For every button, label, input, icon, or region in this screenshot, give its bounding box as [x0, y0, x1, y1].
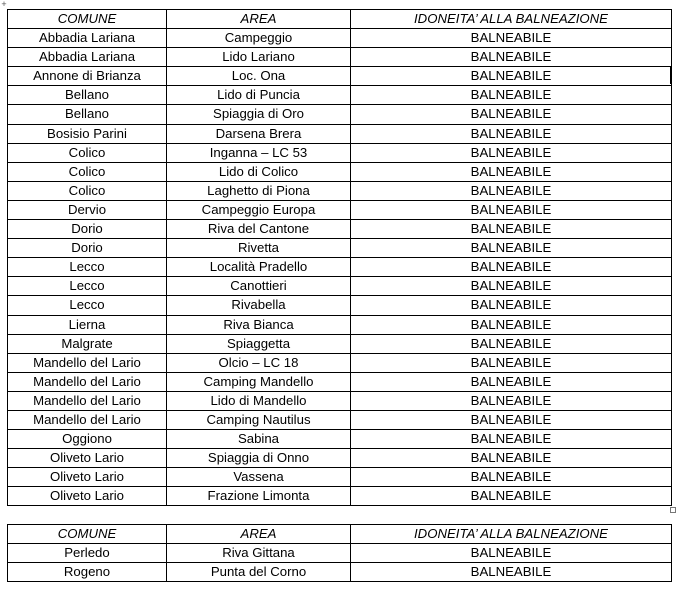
cell-comune: Mandello del Lario [8, 410, 167, 429]
cell-area: Rivetta [167, 239, 351, 258]
cell-idoneita: BALNEABILE [351, 220, 672, 239]
cell-comune: Oliveto Lario [8, 449, 167, 468]
cell-area: Punta del Corno [167, 563, 351, 582]
cell-idoneita: BALNEABILE [351, 391, 672, 410]
table-row [8, 162, 672, 181]
cell-comune: Abbadia Lariana [8, 29, 167, 48]
cell-area: Lido di Colico [167, 162, 351, 181]
cell-area: Sabina [167, 430, 351, 449]
cell-area: Rivabella [167, 296, 351, 315]
cell-idoneita: BALNEABILE [351, 468, 672, 487]
table-row [8, 296, 672, 315]
cell-area: Camping Nautilus [167, 410, 351, 429]
table-row [8, 372, 672, 391]
header-comune: COMUNE [8, 10, 167, 29]
cell-comune: Perledo [8, 544, 167, 563]
cell-area: Lido di Mandello [167, 391, 351, 410]
table-resize-handle[interactable] [670, 507, 676, 513]
cell-comune: Mandello del Lario [8, 372, 167, 391]
cell-idoneita: BALNEABILE [351, 372, 672, 391]
cell-area: Camping Mandello [167, 372, 351, 391]
table-body [8, 544, 672, 582]
cell-area: Riva del Cantone [167, 220, 351, 239]
cell-idoneita: BALNEABILE [351, 105, 672, 124]
cell-comune: Bellano [8, 86, 167, 105]
header-area: AREA [167, 10, 351, 29]
table-row [8, 29, 672, 48]
cell-idoneita: BALNEABILE [351, 315, 672, 334]
cell-idoneita: BALNEABILE [351, 487, 672, 506]
table-header-row [8, 525, 672, 544]
cell-idoneita: BALNEABILE [351, 239, 672, 258]
header-comune: COMUNE [8, 525, 167, 544]
cell-idoneita: BALNEABILE [351, 124, 672, 143]
table-row [8, 105, 672, 124]
cell-idoneita: BALNEABILE [351, 258, 672, 277]
cell-comune: Annone di Brianza [8, 67, 167, 86]
cell-idoneita: BALNEABILE [351, 449, 672, 468]
cell-area: Inganna – LC 53 [167, 143, 351, 162]
cell-area: Spiaggia di Onno [167, 449, 351, 468]
cell-comune: Dorio [8, 220, 167, 239]
table-row [8, 430, 672, 449]
cell-area: Lido di Puncia [167, 86, 351, 105]
cell-idoneita: BALNEABILE [351, 296, 672, 315]
cell-idoneita: BALNEABILE [351, 410, 672, 429]
table-row [8, 239, 672, 258]
cell-comune: Mandello del Lario [8, 353, 167, 372]
cell-comune: Abbadia Lariana [8, 48, 167, 67]
cell-area: Canottieri [167, 277, 351, 296]
table-row [8, 544, 672, 563]
table-row [8, 258, 672, 277]
table-row [8, 277, 672, 296]
cell-comune: Bosisio Parini [8, 124, 167, 143]
cell-comune: Mandello del Lario [8, 391, 167, 410]
cell-idoneita: BALNEABILE [351, 143, 672, 162]
table-row [8, 200, 672, 219]
cell-area: Spiaggia di Oro [167, 105, 351, 124]
cell-idoneita: BALNEABILE [351, 334, 672, 353]
cell-comune: Colico [8, 181, 167, 200]
table-row [8, 86, 672, 105]
cell-idoneita: BALNEABILE [351, 86, 672, 105]
table-row [8, 143, 672, 162]
cell-idoneita: BALNEABILE [351, 162, 672, 181]
table-row [8, 334, 672, 353]
cell-area: Loc. Ona [167, 67, 351, 86]
table-row [8, 181, 672, 200]
cell-idoneita: BALNEABILE [351, 430, 672, 449]
table-row [8, 67, 672, 86]
row-boundary-marker [670, 66, 671, 84]
table-row [8, 391, 672, 410]
cell-comune: Lecco [8, 296, 167, 315]
cell-comune: Oliveto Lario [8, 487, 167, 506]
cell-area: Località Pradello [167, 258, 351, 277]
bathing-areas-table [7, 9, 672, 506]
cell-comune: Lecco [8, 277, 167, 296]
cell-comune: Lierna [8, 315, 167, 334]
cell-area: Lido Lariano [167, 48, 351, 67]
bathing-areas-table-continued [7, 524, 672, 582]
cell-area: Laghetto di Piona [167, 181, 351, 200]
cell-area: Spiaggetta [167, 334, 351, 353]
cell-area: Frazione Limonta [167, 487, 351, 506]
cell-area: Campeggio Europa [167, 200, 351, 219]
header-idoneita: IDONEITA’ ALLA BALNEAZIONE [351, 10, 672, 29]
cell-idoneita: BALNEABILE [351, 353, 672, 372]
cell-comune: Colico [8, 143, 167, 162]
cell-comune: Oliveto Lario [8, 468, 167, 487]
table-row [8, 220, 672, 239]
cell-comune: Rogeno [8, 563, 167, 582]
table-row [8, 124, 672, 143]
cell-comune: Bellano [8, 105, 167, 124]
table-row [8, 468, 672, 487]
cell-area: Campeggio [167, 29, 351, 48]
cell-area: Vassena [167, 468, 351, 487]
cell-idoneita: BALNEABILE [351, 29, 672, 48]
cell-comune: Dorio [8, 239, 167, 258]
table-row [8, 487, 672, 506]
header-area: AREA [167, 525, 351, 544]
table-row [8, 563, 672, 582]
cell-comune: Oggiono [8, 430, 167, 449]
table-row [8, 449, 672, 468]
cell-idoneita: BALNEABILE [351, 563, 672, 582]
cell-area: Darsena Brera [167, 124, 351, 143]
cell-idoneita: BALNEABILE [351, 48, 672, 67]
cell-comune: Dervio [8, 200, 167, 219]
table-row [8, 48, 672, 67]
cell-idoneita: BALNEABILE [351, 544, 672, 563]
cell-area: Riva Gittana [167, 544, 351, 563]
cell-area: Riva Bianca [167, 315, 351, 334]
table-row [8, 410, 672, 429]
table-row [8, 353, 672, 372]
table-row [8, 315, 672, 334]
cell-area: Olcio – LC 18 [167, 353, 351, 372]
table-body [8, 29, 672, 506]
cell-idoneita: BALNEABILE [351, 277, 672, 296]
cell-comune: Colico [8, 162, 167, 181]
cell-idoneita: BALNEABILE [351, 200, 672, 219]
cell-comune: Lecco [8, 258, 167, 277]
cell-idoneita: BALNEABILE [351, 181, 672, 200]
cell-idoneita: BALNEABILE [351, 67, 672, 86]
cell-comune: Malgrate [8, 334, 167, 353]
table-header-row [8, 10, 672, 29]
table-move-handle-icon[interactable]: + [1, 0, 7, 9]
header-idoneita: IDONEITA’ ALLA BALNEAZIONE [351, 525, 672, 544]
